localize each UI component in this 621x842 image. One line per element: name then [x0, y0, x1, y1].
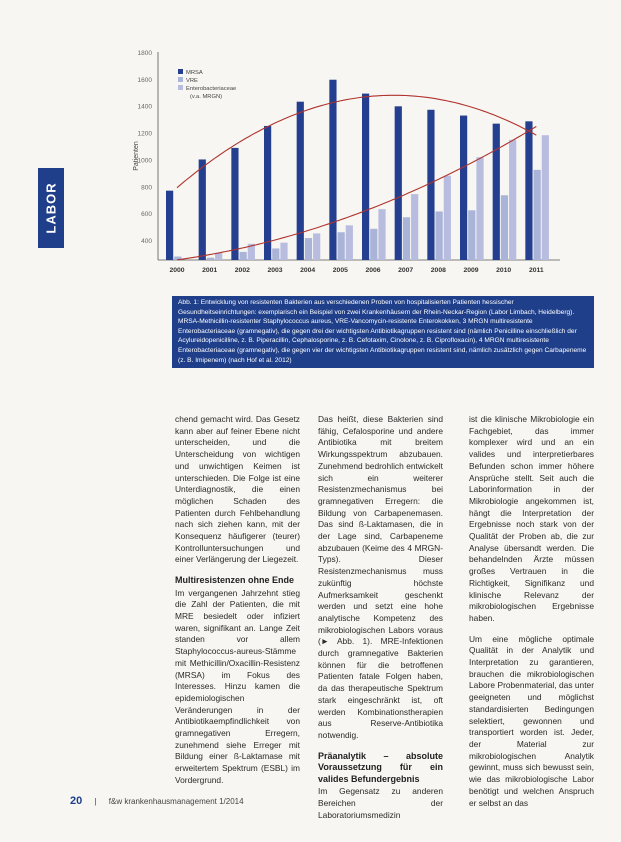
legend-label: VRE — [186, 78, 198, 84]
x-tick-label: 2005 — [332, 267, 348, 274]
x-tick-label: 2002 — [234, 267, 250, 274]
x-tick-label: 2001 — [202, 267, 218, 274]
page-footer — [70, 795, 244, 807]
text-column-1 — [175, 414, 300, 796]
legend-label: Enterobacteriaceae — [186, 86, 237, 92]
paragraph: Im Gegensatz zu anderen Bereichen der Laboratoriumsmedizin — [318, 786, 443, 820]
x-tick-label: 2004 — [300, 267, 316, 274]
y-tick-label: 1000 — [137, 157, 152, 165]
bar-vre — [207, 258, 214, 260]
x-tick-label: 2003 — [267, 267, 283, 274]
section-heading: Multiresistenzen ohne Ende — [175, 575, 295, 586]
bar-enterobacteriaceae — [313, 233, 320, 260]
bar-mrsa — [460, 116, 467, 260]
y-tick-label: 1800 — [137, 50, 152, 57]
section-tab — [38, 168, 64, 248]
bar-vre — [338, 232, 345, 260]
section-tab-label: LABOR — [43, 182, 59, 234]
paragraph: Das heißt, diese Bakterien sind fähig, Cefalosporine und andere Antibiotika mit breitem Wirkungsspektrum abzubauen. Zunehmend bedrohlich entwickelt sich ein weiterer Resistenzmechanismus bei gramnegativen Erregern: die Bildung von Carbapenemasen. Das sind ß-Laktamasen, die in der Lage sind, Carbapeneme abzubauen (Keime des 4 MRGN-Typs). Dieser Resistenzmechanismus muss zukünftig höchste Aufmerksamkeit geschenkt werden und setzt eine hohe analytische Kompetenz des mikrobiologischen Labors voraus (► Abb. 1). MRE-Infektionen durch gramnegative Bakterien können für die betroffenen Patienten fatale Folgen haben, da das therapeutische Spektrum stark eingeschränkt ist, oft werden Kombinationstherapien aus Reserve-Antibiotika notwendig. — [318, 414, 443, 740]
legend-label: MRSA — [186, 70, 203, 76]
x-tick-label: 2010 — [496, 267, 512, 274]
bar-mrsa — [329, 80, 336, 260]
x-tick-label: 2006 — [365, 267, 381, 274]
bar-vre — [370, 229, 377, 260]
y-axis-label: Patienten — [133, 141, 140, 171]
bar-vre — [240, 252, 247, 260]
bar-vre — [468, 210, 475, 260]
x-tick-label: 2011 — [528, 267, 544, 274]
bar-vre — [272, 248, 279, 260]
y-tick-label: 1600 — [137, 76, 152, 84]
bar-mrsa — [297, 102, 304, 260]
footer-separator: | — [94, 797, 97, 806]
journal-name: f&w krankenhausmanagement 1/2014 — [108, 797, 244, 806]
legend-label: (v.a. MRGN) — [190, 94, 223, 100]
figure-caption: Abb. 1: Entwicklung von resistenten Bakterien aus verschiedenen Proben von hospitalisierten Patienten hessischer Gesundheitseinrichtungen: exemplarisch ein Beispiel von zwei Krankenhäusern der Rhein-Neckar-Region (Labor Limbach, Heidelberg). MRSA-Methicillin-resistenter Staphylococcus aureus, VRE-Vancomycin-resistente Enterokokken, 3 MRGN multiresistente Enterobacteriaceae (gramnegativ), die gegen drei der wichtigsten Antibiotikagruppen resistent sind (nämlich Penicilline einschließlich der Acylureidopenicilline, z. B. Piperacillin, Cephalosporine, z. B. Cefotaxim, Cinolone, z. B. Ciprofloxacin), 4 MRGN multiresistente Enterobacteriaceae (gramnegativ), die gegen vier der wichtigsten Antibiotikagruppen resistent sind, nämlich zusätzlich gegen Carbapeneme (z. B. Imipenem) (nach Hof et al. 2012) — [172, 296, 594, 368]
bar-enterobacteriaceae — [378, 209, 385, 260]
bar-enterobacteriaceae — [444, 176, 451, 260]
y-tick-label: 600 — [141, 211, 152, 219]
figure — [110, 42, 570, 297]
x-tick-label: 2007 — [398, 267, 414, 274]
y-tick-label: 1200 — [137, 130, 152, 138]
y-tick-label: 1400 — [137, 103, 152, 111]
paragraph: Im vergangenen Jahrzehnt stieg die Zahl der Patienten, die mit MRE besiedelt oder infiziert waren, signifikant an. Lange Zeit standen vor allem Staphylococcus-aureus-Stämme mit Methicillin/Oxacillin-Resistenz (MRSA) im Fokus des Interesses. Hinzu kamen die epidemiologischen Veränderungen in der Antibiotikaempfindlichkeit von gramnegativen Erregern, zunehmend siehe Erreger mit Bildung einer ß-Laktamase mit erweitertem Spektrum (ESBL) im Vordergrund. — [175, 587, 300, 785]
text-column-2 — [318, 414, 443, 830]
bar-mrsa — [362, 94, 369, 260]
paragraph: chend gemacht wird. Das Gesetz kann aber auf feiner Ebene nicht unterscheiden, und die Unterscheidung von wichtigen und unwichtigen Keimen ist unterschieden. Die Folge ist eine Unterdiagnostik, die einen möglichen Schaden des Patienten durch Fehlbehandlung nach sich ziehen kann, mit der Konsequenz häufigerer (teurer) Kontrolluntersuchungen und einer Verlängerung der Liegezeit. — [175, 414, 300, 565]
bar-mrsa — [395, 106, 402, 260]
bar-mrsa — [525, 121, 532, 260]
bar-enterobacteriaceae — [542, 135, 549, 260]
paragraph: ist die klinische Mikrobiologie ein Fachgebiet, das immer komplexer wird und an ein valides und interpretierbares Befunden schon immer höhere Ansprüche stellt. Seit auch die Laborinformation in der Mikrobiologie angekommen ist, hängt die Interpretation der Ergebnisse noch stark von der Qualität der Proben ab, die zur Analyse übersandt werden. Die behandelnden Ärzte müssen großes Vertrauen in die Richtigkeit, Signifikanz und klinische Relevanz der mikrobiologischen Ergebnisse haben. — [469, 414, 594, 623]
text-column-3 — [469, 414, 594, 818]
x-tick-label: 2009 — [463, 267, 479, 274]
section-heading: Präanalytik – absolute Voraussetzung für ein valides Befundergebnis — [318, 750, 443, 784]
y-tick-label: 400 — [141, 238, 152, 245]
bar-enterobacteriaceae — [346, 225, 353, 260]
legend-swatch — [178, 77, 183, 82]
page-number: 20 — [70, 795, 83, 807]
bar-chart — [110, 42, 570, 297]
bar-mrsa — [427, 110, 434, 260]
legend-swatch — [178, 69, 183, 74]
y-tick-label: 800 — [141, 184, 152, 192]
bar-enterobacteriaceae — [215, 253, 222, 260]
bar-mrsa — [199, 159, 206, 260]
legend-swatch — [178, 85, 183, 90]
bar-vre — [501, 195, 508, 260]
paragraph: Um eine mögliche optimale Qualität in der Analytik und Interpretation zu garantieren, brauchen die mikrobiologischen Labore Probenmaterial, das unter geeigneten und möglichst standardisierten Bedingungen selektiert, gewonnen und transportiert worden ist. Jeder, der Material zur mikrobiologischen Analytik gewinnt, muss sich bewusst sein, wie das mikrobiologische Labor benötigt und welchen Anspruch er selbst an das — [469, 633, 594, 808]
bar-vre — [305, 238, 312, 260]
bar-enterobacteriaceae — [280, 243, 287, 260]
bar-mrsa — [166, 191, 173, 260]
bar-enterobacteriaceae — [476, 157, 483, 260]
bar-mrsa — [231, 148, 238, 260]
x-tick-label: 2008 — [430, 267, 446, 274]
bar-mrsa — [493, 124, 500, 260]
bar-vre — [436, 211, 443, 260]
bar-mrsa — [264, 126, 271, 260]
bar-enterobacteriaceae — [509, 140, 516, 260]
bar-vre — [534, 170, 541, 260]
bar-vre — [403, 217, 410, 260]
x-tick-label: 2000 — [169, 267, 185, 274]
bar-enterobacteriaceae — [411, 194, 418, 260]
